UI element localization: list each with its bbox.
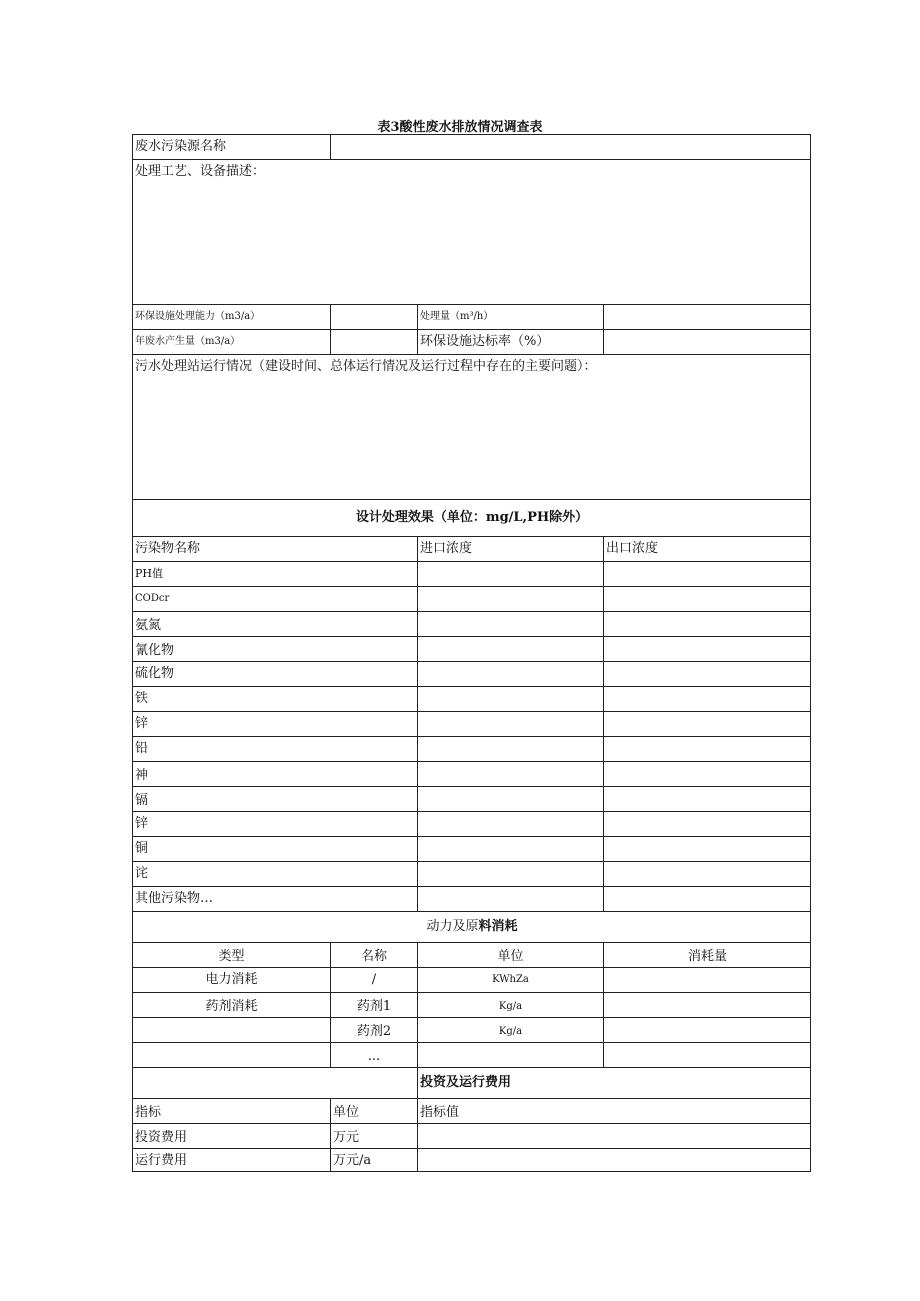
inlet-conc-cell[interactable] [417, 686, 603, 711]
indicator-name: 运行费用 [132, 1148, 330, 1172]
page-title: 表3酸性废水排放情况调查表 [377, 120, 543, 135]
pollutant-name: 其他污染物… [132, 886, 417, 911]
pollutant-name: 铁 [132, 686, 417, 711]
indicator-name: 投资费用 [132, 1123, 330, 1148]
indicator-unit: 万元/a [330, 1148, 417, 1172]
consumption-heading-part1: 动力及原 [426, 919, 479, 934]
station-status-cell[interactable]: 污水处理站运行情况（建设时间、总体运行情况及运行过程中存在的主要问题）： [132, 354, 811, 499]
pollutant-name: 锌 [132, 711, 417, 736]
indicator-unit: 万元 [330, 1123, 417, 1148]
inlet-conc-cell[interactable] [417, 636, 603, 661]
inlet-conc-cell[interactable] [417, 761, 603, 786]
consumption-name: ... [330, 1042, 417, 1067]
pollutant-name: 氰化物 [132, 636, 417, 661]
compliance-rate-value[interactable] [603, 329, 811, 354]
pollutant-name: 铜 [132, 836, 417, 861]
outlet-conc-cell[interactable] [603, 861, 811, 886]
inlet-conc-cell[interactable] [417, 786, 603, 811]
annual-output-value[interactable] [330, 329, 417, 354]
compliance-rate-label: 环保设施达标率（%） [417, 329, 603, 354]
inlet-conc-cell[interactable] [417, 611, 603, 636]
consumption-amount-cell[interactable] [603, 967, 811, 992]
consumption-amount-cell[interactable] [603, 1042, 811, 1067]
consumption-amount-cell[interactable] [603, 992, 811, 1017]
design-effect-heading: 设计处理效果（单位：mg/L,PH除外） [132, 499, 811, 536]
pollutant-name: 氨氮 [132, 611, 417, 636]
investment-unit-header: 单位 [330, 1098, 417, 1123]
inlet-conc-cell[interactable] [417, 711, 603, 736]
pollutant-name: 铅 [132, 736, 417, 761]
indicator-value-header: 指标值 [417, 1098, 811, 1123]
inlet-conc-cell[interactable] [417, 886, 603, 911]
capacity-label: 环保设施处理能力（m3/a） [132, 304, 330, 329]
outlet-conc-cell[interactable] [603, 886, 811, 911]
inlet-conc-header: 进口浓度 [417, 536, 603, 561]
outlet-conc-cell[interactable] [603, 786, 811, 811]
outlet-conc-cell[interactable] [603, 686, 811, 711]
source-name-label: 废水污染源名称 [132, 134, 330, 159]
outlet-conc-cell[interactable] [603, 836, 811, 861]
consumption-type: 电力消耗 [132, 967, 330, 992]
consumption-heading [132, 911, 811, 942]
consumption-type: 药剂消耗 [132, 992, 330, 1017]
outlet-conc-cell[interactable] [603, 711, 811, 736]
pollutant-name: 镉 [132, 786, 417, 811]
pollutant-name-header: 污染物名称 [132, 536, 417, 561]
outlet-conc-cell[interactable] [603, 736, 811, 761]
investment-heading-blank [132, 1067, 417, 1098]
consumption-amount-header: 消耗量 [603, 942, 811, 967]
outlet-conc-header: 出口浓度 [603, 536, 811, 561]
consumption-unit: Kg/a [417, 992, 603, 1017]
consumption-unit [417, 1042, 603, 1067]
unit-header: 单位 [417, 942, 603, 967]
consumption-amount-cell[interactable] [603, 1017, 811, 1042]
consumption-name: / [330, 967, 417, 992]
pollutant-name: 神 [132, 761, 417, 786]
indicator-value-cell[interactable] [417, 1148, 811, 1172]
outlet-conc-cell[interactable] [603, 661, 811, 686]
annual-output-label: 年废水产生量（m3/a） [132, 329, 330, 354]
outlet-conc-cell[interactable] [603, 611, 811, 636]
pollutant-name: PH值 [132, 561, 417, 586]
consumption-name: 药剂2 [330, 1017, 417, 1042]
inlet-conc-cell[interactable] [417, 661, 603, 686]
source-name-value[interactable] [330, 134, 811, 159]
outlet-conc-cell[interactable] [603, 586, 811, 611]
outlet-conc-cell[interactable] [603, 636, 811, 661]
investment-heading: 投资及运行费用 [417, 1067, 811, 1098]
pollutant-name: 诧 [132, 861, 417, 886]
indicator-value-cell[interactable] [417, 1123, 811, 1148]
consumption-unit: Kg/a [417, 1017, 603, 1042]
throughput-label: 处理量（m³/h） [417, 304, 603, 329]
pollutant-name: CODcr [132, 586, 417, 611]
inlet-conc-cell[interactable] [417, 736, 603, 761]
survey-table [132, 134, 811, 1172]
process-desc-cell[interactable]: 处理工艺、设备描述： [132, 159, 811, 304]
inlet-conc-cell[interactable] [417, 861, 603, 886]
inlet-conc-cell[interactable] [417, 586, 603, 611]
capacity-value[interactable] [330, 304, 417, 329]
indicator-header: 指标 [132, 1098, 330, 1123]
name-header: 名称 [330, 942, 417, 967]
throughput-value[interactable] [603, 304, 811, 329]
outlet-conc-cell[interactable] [603, 811, 811, 836]
inlet-conc-cell[interactable] [417, 836, 603, 861]
pollutant-name: 硫化物 [132, 661, 417, 686]
pollutant-name: 锌 [132, 811, 417, 836]
consumption-name: 药剂1 [330, 992, 417, 1017]
consumption-type [132, 1017, 330, 1042]
consumption-heading-part2: 料消耗 [478, 919, 518, 934]
consumption-unit: KWhZa [417, 967, 603, 992]
type-header: 类型 [132, 942, 330, 967]
outlet-conc-cell[interactable] [603, 561, 811, 586]
inlet-conc-cell[interactable] [417, 811, 603, 836]
inlet-conc-cell[interactable] [417, 561, 603, 586]
outlet-conc-cell[interactable] [603, 761, 811, 786]
consumption-type [132, 1042, 330, 1067]
